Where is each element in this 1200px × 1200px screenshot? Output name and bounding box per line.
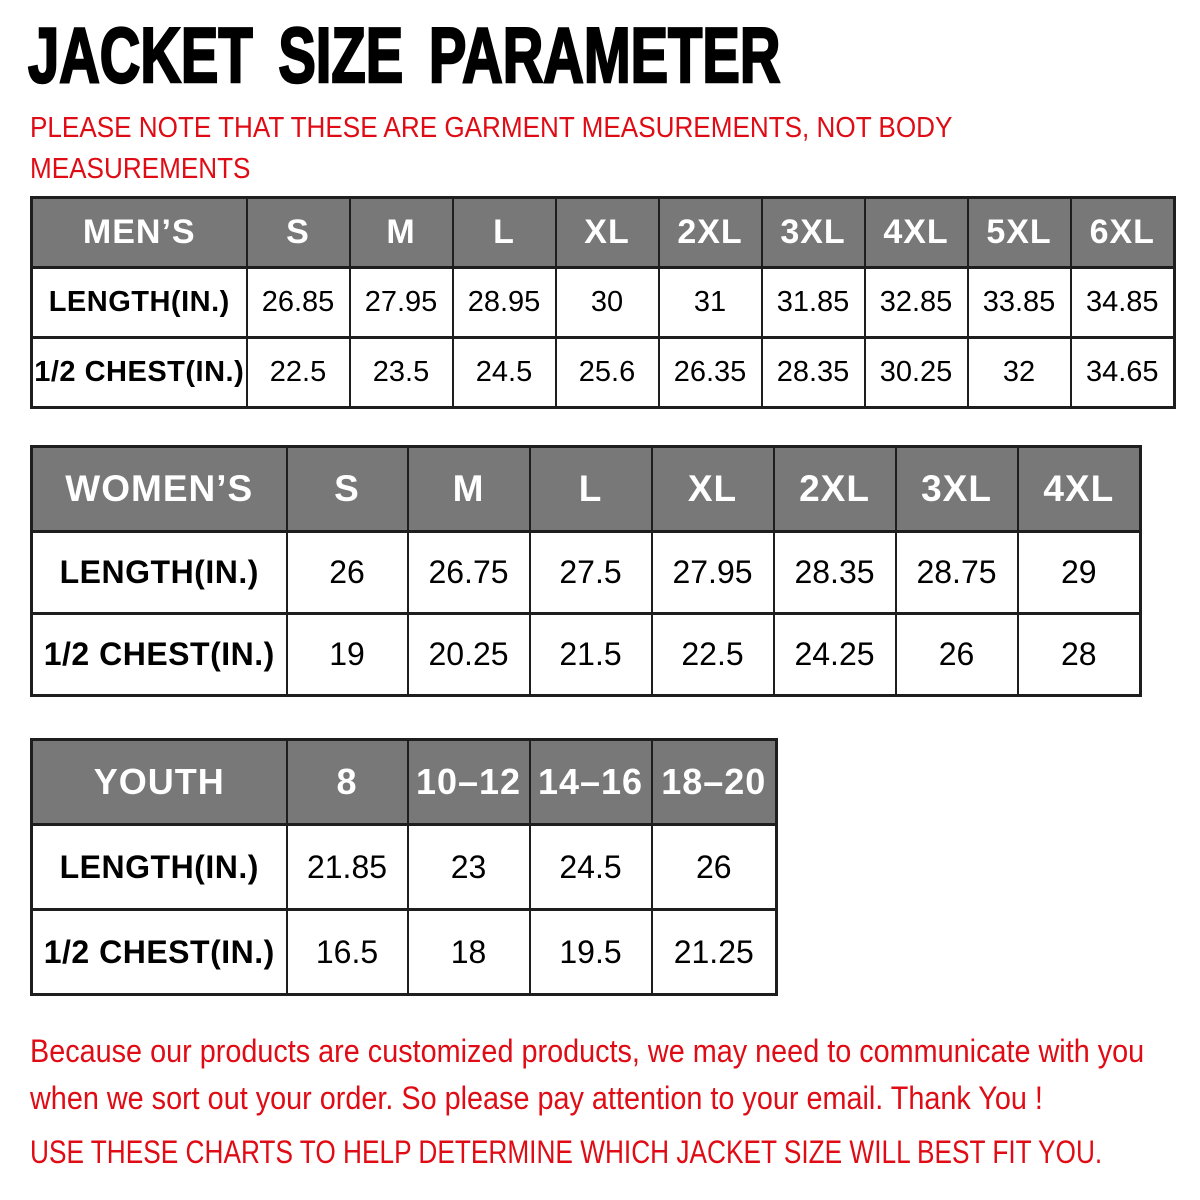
size-value: 27.5	[530, 532, 652, 614]
size-value: 28.75	[896, 532, 1018, 614]
size-value: 29	[1018, 532, 1141, 614]
note-line-1: PLEASE NOTE THAT THESE ARE GARMENT MEASUREMENTS, NOT BODY	[30, 112, 953, 144]
size-value: 33.85	[968, 268, 1071, 338]
mens-length-row	[32, 268, 1175, 338]
womens-size-header: 3XL	[896, 447, 1018, 532]
row-label: LENGTH(IN.)	[32, 532, 287, 614]
womens-size-header: XL	[652, 447, 774, 532]
size-value: 19.5	[530, 910, 652, 995]
size-value: 32	[968, 338, 1071, 408]
note-line-2: MEASUREMENTS	[30, 153, 251, 185]
row-label: 1/2 CHEST(IN.)	[32, 910, 287, 995]
size-value: 26	[896, 614, 1018, 696]
youth-size-header: 8	[287, 740, 408, 825]
row-label: LENGTH(IN.)	[32, 825, 287, 910]
youth-chest-row	[32, 910, 777, 995]
garment-measurement-note	[30, 108, 952, 190]
size-value: 28.35	[774, 532, 896, 614]
size-value: 28.95	[453, 268, 556, 338]
mens-size-header: S	[247, 198, 350, 268]
size-value: 21.5	[530, 614, 652, 696]
size-value: 34.65	[1071, 338, 1175, 408]
womens-size-header: 4XL	[1018, 447, 1141, 532]
womens-size-header: M	[408, 447, 530, 532]
size-value: 26	[287, 532, 408, 614]
size-value: 19	[287, 614, 408, 696]
size-value: 34.85	[1071, 268, 1175, 338]
size-value: 24.25	[774, 614, 896, 696]
mens-size-header: 5XL	[968, 198, 1071, 268]
size-value: 23.5	[350, 338, 453, 408]
size-value: 30.25	[865, 338, 968, 408]
mens-chest-row	[32, 338, 1175, 408]
womens-size-table	[30, 445, 1142, 697]
mens-size-table	[30, 196, 1176, 409]
youth-size-header: 18–20	[652, 740, 777, 825]
size-value: 32.85	[865, 268, 968, 338]
mens-size-header: 2XL	[659, 198, 762, 268]
size-value: 20.25	[408, 614, 530, 696]
size-value: 28	[1018, 614, 1141, 696]
size-value: 30	[556, 268, 659, 338]
size-value: 27.95	[350, 268, 453, 338]
size-value: 18	[408, 910, 530, 995]
size-value: 21.25	[652, 910, 777, 995]
mens-size-header: XL	[556, 198, 659, 268]
mens-size-header: 3XL	[762, 198, 865, 268]
youth-size-table	[30, 738, 778, 996]
womens-size-header: L	[530, 447, 652, 532]
mens-header-row	[32, 198, 1175, 268]
youth-table-title: YOUTH	[32, 740, 287, 825]
youth-header-row	[32, 740, 777, 825]
row-label: 1/2 CHEST(IN.)	[32, 614, 287, 696]
size-value: 28.35	[762, 338, 865, 408]
size-value: 22.5	[247, 338, 350, 408]
womens-size-header: 2XL	[774, 447, 896, 532]
size-value: 25.6	[556, 338, 659, 408]
womens-size-header: S	[287, 447, 408, 532]
mens-size-header: L	[453, 198, 556, 268]
size-value: 24.5	[530, 825, 652, 910]
row-label: LENGTH(IN.)	[32, 268, 247, 338]
mens-size-header: 4XL	[865, 198, 968, 268]
womens-length-row	[32, 532, 1141, 614]
size-value: 26.75	[408, 532, 530, 614]
womens-header-row	[32, 447, 1141, 532]
size-value: 24.5	[453, 338, 556, 408]
size-value: 21.85	[287, 825, 408, 910]
size-value: 26.35	[659, 338, 762, 408]
womens-chest-row	[32, 614, 1141, 696]
womens-table-title: WOMEN’S	[32, 447, 287, 532]
size-value: 27.95	[652, 532, 774, 614]
youth-size-header: 10–12	[408, 740, 530, 825]
size-value: 31.85	[762, 268, 865, 338]
size-value: 31	[659, 268, 762, 338]
page-title: JACKET SIZE PARAMETER	[28, 11, 781, 99]
size-value: 16.5	[287, 910, 408, 995]
mens-size-header: 6XL	[1071, 198, 1175, 268]
youth-size-header: 14–16	[530, 740, 652, 825]
size-value: 26	[652, 825, 777, 910]
size-value: 22.5	[652, 614, 774, 696]
row-label: 1/2 CHEST(IN.)	[32, 338, 247, 408]
size-value: 26.85	[247, 268, 350, 338]
mens-table-title: MEN’S	[32, 198, 247, 268]
size-value: 23	[408, 825, 530, 910]
notice-line-1: Because our products are customized products, we may need to communicate with you	[30, 1033, 1145, 1069]
customization-notice	[30, 1028, 1144, 1122]
chart-usage-hint: USE THESE CHARTS TO HELP DETERMINE WHICH JACKET SIZE WILL BEST FIT YOU.	[30, 1134, 1103, 1170]
notice-line-2: when we sort out your order. So please pay attention to your email. Thank You !	[30, 1080, 1043, 1116]
mens-size-header: M	[350, 198, 453, 268]
youth-length-row	[32, 825, 777, 910]
